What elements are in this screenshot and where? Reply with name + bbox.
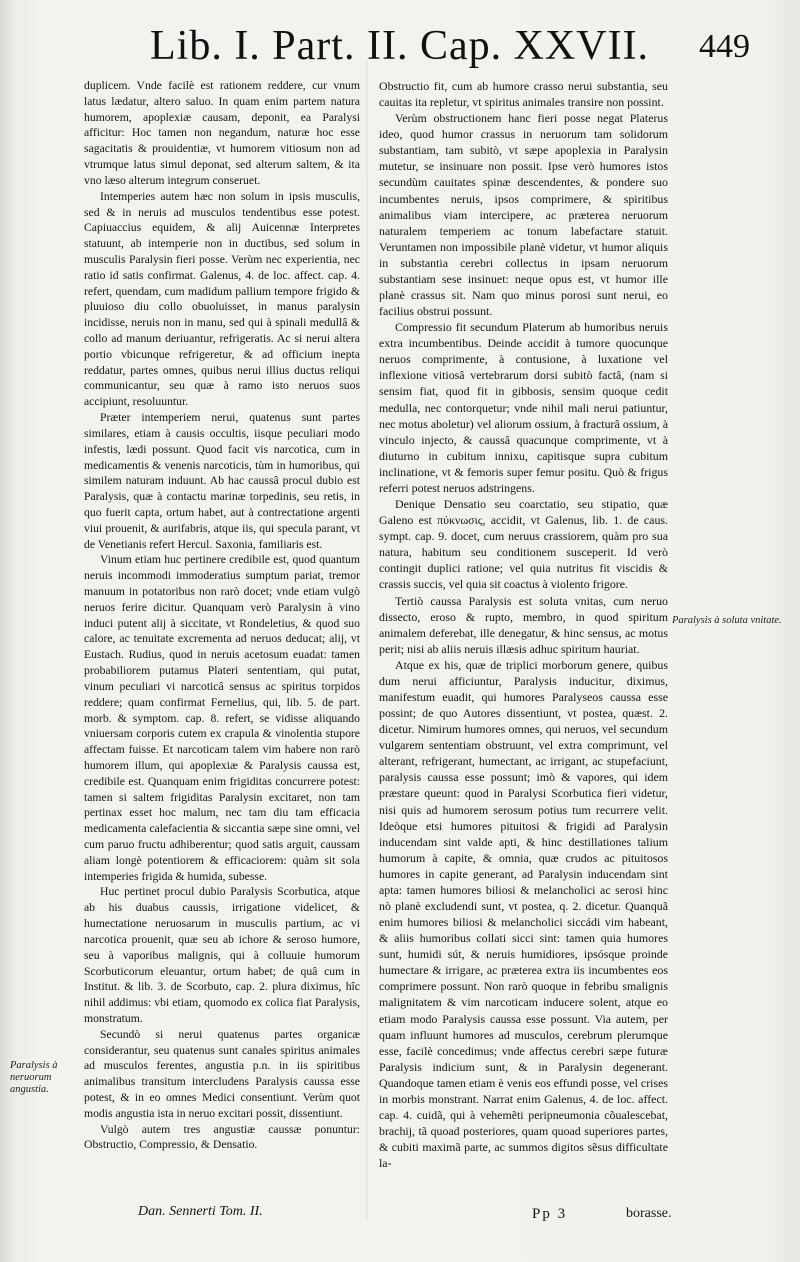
paragraph: Compressio fit secundum Platerum ab humoribus neruis extra incumbentibus. Deinde accidit à tumore quocunque neruos comprimente, à contusione, à luxatione vel inflexione vitiosâ vertebrarum dorsi subitò factâ, (nam si sensim fiat, quod fit in gibbosis, sensim quoque cedit medulla, nec contorquetur; vnde nihil mali nerui patiuntur, nec motus aboletur) vel aliorum ossium, à fracturâ ossium, à vinculo injecto, & caussâ quacunque comprimente, vt à diuturno in cubitum innixu, capitisque supra cubitum inclinatione, vt & femoris super femur positu. Quò & frigus referri potest neruos adstringens. <box>379 320 668 495</box>
paragraph: Vulgò autem tres angustiæ caussæ ponuntur: Obstructio, Compressio, & Densatio. <box>84 1122 360 1152</box>
paragraph: duplicem. Vnde facilè est rationem reddere, cur vnum latus lædatur, altero saluo. In quam enim partem natura humorem, apoplexiæ causam, deponit, ea Paralysi afficitur: Hoc tamen non negandum, naturæ hoc esse sagacitatis & prouidentiæ, vt humorem vitiosum non ad vtrumque latus simul deponat, sed alterum saltem, & ita vno læso alterum integrum conseruet. <box>84 79 360 187</box>
paragraph: Præter intemperiem nerui, quatenus sunt partes similares, etiam à causis occultis, iisque peculiari modo infestis, lædi possunt. Quod facit vis narcotica, cum in medicamentis & venenis narcoticis, tùm in humoribus, qui similem naturam induunt. Ab hac caussâ procul dubio est Paralysis, quæ à contactu marinæ torpedinis, seu retis, in quo fuerit capta, ortum habet, aut à contrectatione argenti viui prouenit, & aurifabris, atque iis, qui specula parant, vt de Venetianis refert Hercul. Saxonia, familiaris est. <box>84 411 360 551</box>
paragraph: Denique Densatio seu coarctatio, seu stipatio, quæ Galeno est πύκνωσις, accidit, vt Galenus, lib. 1. de caus. sympt. cap. 9. docet, cum neruus crassiorem, quàm pro sua natura, habitum seu conditionem susceperit. Id verò contingit duplici ratione; vel quia nutritus fit viscidis & crassis succis, vel quia sit coactus à violento frigore. <box>379 497 668 592</box>
margin-note-right: Paralysis à soluta vnitate. <box>672 615 782 626</box>
running-title: Lib. I. Part. II. Cap. XXVII. <box>150 23 650 69</box>
signature-mark: Pp 3 <box>532 1206 568 1222</box>
margin-note-left: Paralysis à neruorum angustia. <box>10 1060 58 1095</box>
running-header <box>150 22 750 72</box>
paragraph: Atque ex his, quæ de triplici morborum genere, quibus dum nerui afficiuntur, Paralysis inducitur, diximus, manifestum euadit, qui humores Paralyseos caussa esse possint; de quo Autores dissentiunt, vt postea, quæst. 2. dicetur. Nimirum humores omnes, qui neruos, vel secundum vulgarem sententiam obstruunt, vel extra comprimunt, vel alterant, refrigerant, humectant, ac irrigant, ac stupefaciunt, paralysis caussa esse possunt; imò & vapores, qui idem præstare queunt: quod in Paralysi Scorbutica fieri videtur, nisi quis ad humorem serosum potius tum recurrere velit. Ideòque etsi humores pituitosi & frigidi ad Paralysin inducendam sint valde apti, & hinc destillationes talium humorum à capite, & omnia, quæ crudos ac pituitosos humores in capite generant, ad Paralysin inducendam sint apta: tamen humores biliosi & melancholici ac serosi hinc nò planè excludendi sunt, vt postea, q. 2. dicetur. Quanquã enim humores biliosi & melancholici siccádi vim habeant, & aliis humoribus collati sicci sint: tamen quia humores sunt, humidi sút, & neruis humidiores, ipsósque proinde humectare & irrigare, ac præterea extra iis incumbentes eos comprimere possunt. Non rarò quoque in febribu smalignis malignitatem & vim narcoticam inducere solent, atque eo etiam modo Paralysis caussa esse possunt. Via autem, per quam influunt humores ad musculos, cerebrum plerumque esse, facilè concedimus; vnde affectus cerebri sæpe futuræ Paralysis indicium sunt, & in Paralysin degenerant. Quandoque tamen etiam è venis eos effundi posse, vel crises in morbis monstrant. Narrat enim Galenus, 4. de loc. affect. cap. 4. cuidã, qui à vehemẽti peripneumonia cõualescebat, brachij, tã quoad posteriores, quam quoad superiores partes, & cubiti maximã parte, ac summos digitos sẽsus difficultate la- <box>379 657 668 1171</box>
left-text-column <box>84 78 360 1153</box>
catchword: borasse. <box>626 1206 672 1221</box>
paragraph: Obstructio fit, cum ab humore crasso nerui substantia, seu cauitas ita repletur, vt spiritus animales transire non possint. <box>379 79 668 110</box>
right-text-column <box>379 78 668 1171</box>
page-number: 449 <box>699 28 750 65</box>
signature-line: Dan. Sennerti Tom. II. <box>138 1204 263 1219</box>
paragraph: Intemperies autem hæc non solum in ipsis musculis, sed & in neruis ad musculos tendentibus esse potest. Capiuaccius equidem, & alij Auicennæ Interpretes statuunt, ab intemperie non in ductibus, sed solum in musculis Paralysin fieri posse. Verùm nec experientia, nec ratio id satis confirmat. Galenus, 4. de loc. affect. cap. 4. refert, quendam, cum madidum pallium tempore frigido & pluuioso diu collo obuoluisset, in manus paralysin incidisse, neruis non in manu, sed qui à spinali medullâ & collo ad manum deriuantur, refrigeratis. Ac si nerui altera portio vbicunque refrigeretur, & ad officium inepta reddatur, partes omnes, quibus nerui illius ductus reliqui communicantur, seu quæ à ramo isto neruos suos accipiunt, resoluuntur. <box>84 189 360 409</box>
paragraph: Verùm obstructionem hanc fieri posse negat Platerus ideo, quod humor crassus in neruorum tam solidorum substantiam, tam subitò, vt sæpe apoplexia in Paralysin mutetur, se insinuare non possit. Ipse verò humores istos secundùm cauitates spinæ descendentes, & pondere suo incumbentes neruis, ipsos comprimere, & spiritibus animalibus viam intercipere, ac præterea neruorum naturalem temperiem ac tonum labefactare statuit. Veruntamen non impossibile planè videtur, vt humor aliquis in substantia cerebri collectus in ipsam neruorum substantiam sese insinuet: neque opus est, vt humor ille planè crassus sit. Nam quo minus porosi sunt nerui, eo facilius obstrui possunt. <box>379 111 668 319</box>
paragraph: Huc pertinet procul dubio Paralysis Scorbutica, atque ab his duabus caussis, irrigatione videlicet, & humectatione neruosarum in musculis partium, ac vi narcotica prouenit, quæ seu ab ichore & seroso humore, seu à vaporibus malignis, qui à colluuie humorum Scorbuticorum eleuantur, ortum habet; de quâ cum in Institut. & lib. 3. de Scorbuto, cap. 2. plura diximus, hîc nihil addimus: vbi etiam, quomodo ex colica fiat Paralysis, monstratum. <box>84 885 360 1025</box>
gutter-shadow <box>366 60 368 1220</box>
paragraph: Secundò si nerui quatenus partes organicæ considerantur, seu quatenus sunt canales spiritus animales ad musculos ferentes, angustia p.n. in iis spiritibus animalibus transitum intercludens Paralysis caussa esse potest, & in eo omnes Medici consentiunt. Verùm quot modis angustia ista in neruo excitari possit, dissentiunt. <box>84 1027 360 1120</box>
paragraph: Vinum etiam huc pertinere credibile est, quod quantum neruis incommodi immoderatius sumptum pariat, tremor manuum in potatoribus non rarò docet; vnde etiam vulgò neruos ferire dicitur. Quanquam verò Paralysin à vino induci putent alij à siccitate, vt Rondeletius, & quod suo calore, ac tenuitate excrementa ad neruos deducat; alij, vt Eustach. Rudius, quod in neruis acetosum euadat: tamen probabiliorem putamus Plateri sententiam, qui putat, vinum peculiari vi narcoticâ sensus ac spiritus torpidos reddere; quam confirmat Fernelius, qui, lib. 5. de part. morb. & symptom. cap. 8. refert, se vidisse aliquando vniuersam corporis cutem ex crapula & vinolentia stupore affectam fuisse. Et narcoticam talem vim habere non rarò humorem illum, qui apoplexiæ & Paralysis caussa est, credibile est. Quanquam enim frigiditas concurrere potest: tamen si saltem frigiditas Paralysin excitaret, non tam pertinax esset hoc malum, nec tam diu tam efficacia medicamenta calefacientia & siccantia sæpe sine omni, vel cum paruo fructu adhiberentur; quod satis arguit, caussam aliam longè potentiorem & efficaciorem: quàm sit sola intemperies frigida & humida, subesse. <box>84 553 360 883</box>
paragraph: Tertiò caussa Paralysis est soluta vnitas, cum neruo dissecto, eroso & rupto, membro, in quod spiritum animalem deferebat, ille denegatur, & hinc sensus, ac motus perit; nisi ab aliis neruis illæsis adhuc spiritum hauriat. <box>379 593 668 656</box>
